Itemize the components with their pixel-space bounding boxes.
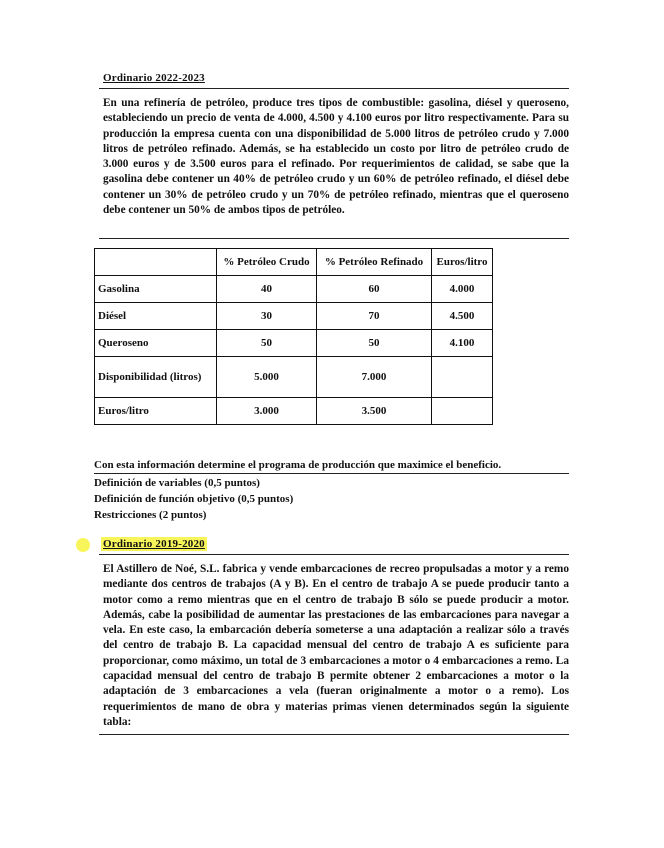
table-cell: 4.100	[432, 330, 493, 357]
table-cell: 3.000	[217, 398, 317, 425]
table-row	[95, 330, 493, 357]
table-row	[95, 303, 493, 330]
question-rule	[94, 473, 569, 474]
table-cell	[432, 398, 493, 425]
table-cell: 40	[217, 276, 317, 303]
problem-statement-2: El Astillero de Noé, S.L. fabrica y vende embarcaciones de recreo propulsadas a motor y a remo mediante dos centros de trabajos (A y B). En el centro de trabajo A se puede producir tanto a motor como a remo mientras que en el centro de trabajo B sólo se puede producir a motor. Además, cabe la posibilidad de aumentar las prestaciones de las embarcaciones para navegar a vela. En este caso, la embarcación debería someterse a una adaptación a realizar sólo a través del centro de trabajo B. La capacidad mensual del centro de trabajo A es suficiente para proporcionar, como máximo, un total de 3 embarcaciones a motor o 4 embarcaciones a remo. La capacidad mensual del centro de trabajo B permite obtener 2 embarcaciones a motor o la adaptación de 3 embarcaciones a vela (fueran originalmente a motor o a remo). Los requerimientos de mano de obra y materias primas vienen determinados según la siguiente tabla:	[103, 563, 569, 728]
refinery-data-table	[94, 248, 493, 425]
question-text: Con esta información determine el programa de producción que maximice el beneficio.	[94, 459, 502, 471]
table-cell: 50	[217, 330, 317, 357]
list-item: Restricciones (2 puntos)	[94, 509, 207, 521]
table-cell: 5.000	[217, 357, 317, 398]
table-cell: Gasolina	[95, 276, 217, 303]
heading-rule	[99, 554, 569, 555]
paragraph-rule	[99, 734, 569, 735]
highlighted-heading-text: Ordinario 2019-2020	[103, 538, 205, 550]
table-cell: 70	[317, 303, 432, 330]
list-item: Definición de función objetivo (0,5 puntos)	[94, 493, 294, 505]
table-cell: 30	[217, 303, 317, 330]
table-cell: Queroseno	[95, 330, 217, 357]
table-cell	[432, 357, 493, 398]
table-cell: 3.500	[317, 398, 432, 425]
problem-statement-1: En una refinería de petróleo, produce tres tipos de combustible: gasolina, diésel y queroseno, estableciendo un precio de venta de 4.000, 4.500 y 4.100 euros por litro respectivamente. Para su producción la empresa cuenta con una disponibilidad de 5.000 litros de petróleo crudo y 7.000 litros de petróleo refinado. Además, se ha establecido un costo por litro de petróleo crudo de 3.000 euros y de 3.500 euros para el refinado. Por requerimientos de calidad, se sabe que la gasolina debe contener un 40% de petróleo crudo y un 60% de petróleo refinado, el diésel debe contener un 30% de petróleo crudo y un 70% de petróleo refinado, mientras que el queroseno debe contener un 50% de ambos tipos de petróleo.	[103, 97, 569, 217]
table-header-cell: % Petróleo Refinado	[317, 249, 432, 276]
table-cell: 4.500	[432, 303, 493, 330]
table-header-cell	[95, 249, 217, 276]
highlight-marker	[76, 538, 90, 552]
table-cell: 60	[317, 276, 432, 303]
table-header-cell: Euros/litro	[432, 249, 493, 276]
section-heading-2019-2020	[101, 538, 207, 550]
table-cell: Diésel	[95, 303, 217, 330]
table-header-row	[95, 249, 493, 276]
heading-rule	[99, 88, 569, 89]
paragraph-rule	[99, 238, 569, 239]
section-heading-2022-2023: Ordinario 2022-2023	[103, 72, 205, 84]
table-cell: 4.000	[432, 276, 493, 303]
list-item: Definición de variables (0,5 puntos)	[94, 477, 260, 489]
table-row	[95, 398, 493, 425]
table-cell: 50	[317, 330, 432, 357]
table-cell: 7.000	[317, 357, 432, 398]
table-cell: Disponibilidad (litros)	[95, 357, 217, 398]
table-row	[95, 276, 493, 303]
table-cell: Euros/litro	[95, 398, 217, 425]
table-header-cell: % Petróleo Crudo	[217, 249, 317, 276]
table-row	[95, 357, 493, 398]
